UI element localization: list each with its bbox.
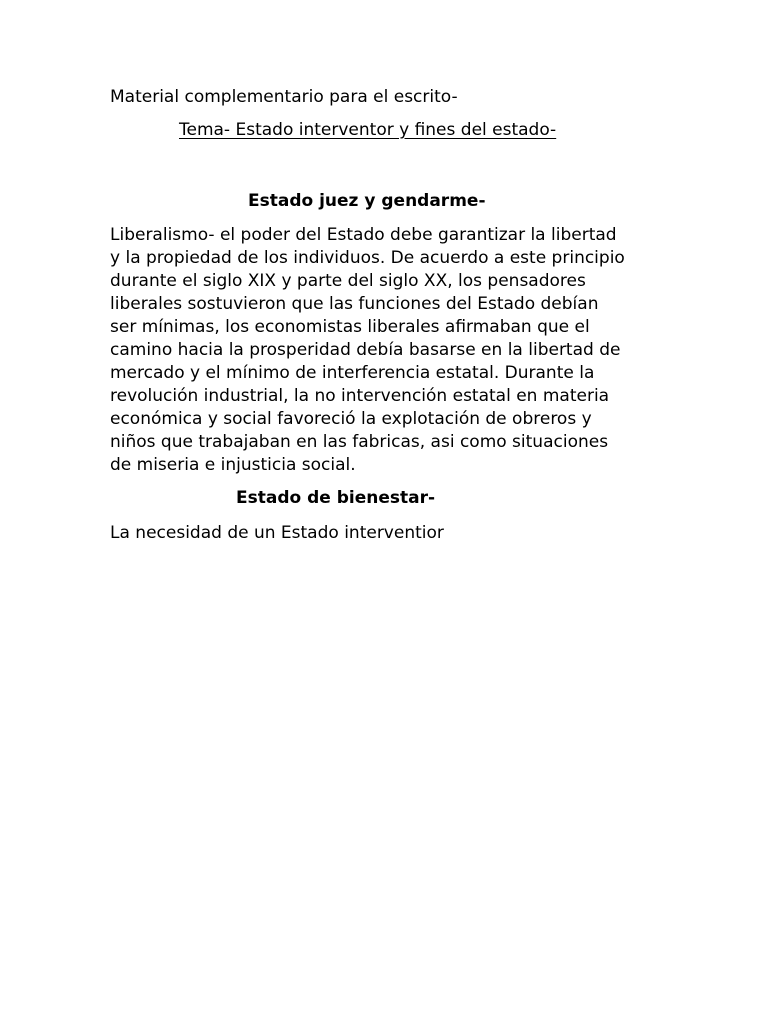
paragraph-line: revolución industrial, la no intervención estatal en materia	[110, 386, 610, 406]
paragraph-line: y la propiedad de los individuos. De acuerdo a este principio	[110, 248, 625, 268]
intro-line: Material complementario para el escrito-	[110, 87, 458, 107]
paragraph-line: liberales sostuvieron que las funciones del Estado debían	[110, 294, 599, 314]
paragraph-line: de miseria e injusticia social.	[110, 455, 356, 475]
paragraph-line: mercado y el mínimo de interferencia estatal. Durante la	[110, 363, 595, 383]
paragraph-line: económica y social favoreció la explotación de obreros y	[110, 409, 592, 429]
section-heading-estado-juez: Estado juez y gendarme-	[248, 191, 486, 211]
topic-line: Tema- Estado interventor y fines del estado-	[179, 120, 557, 140]
section-heading-estado-bienestar: Estado de bienestar-	[236, 488, 436, 508]
liberalismo-paragraph	[110, 224, 670, 477]
paragraph-line: ser mínimas, los economistas liberales afirmaban que el	[110, 317, 590, 337]
paragraph-line: Liberalismo- el poder del Estado debe garantizar la libertad	[110, 225, 617, 245]
bienestar-paragraph: La necesidad de un Estado interventior	[110, 523, 444, 543]
paragraph-line: camino hacia la prosperidad debía basarse en la libertad de	[110, 340, 621, 360]
paragraph-line: niños que trabajaban en las fabricas, asi como situaciones	[110, 432, 609, 452]
paragraph-line: durante el siglo XIX y parte del siglo XX, los pensadores	[110, 271, 586, 291]
